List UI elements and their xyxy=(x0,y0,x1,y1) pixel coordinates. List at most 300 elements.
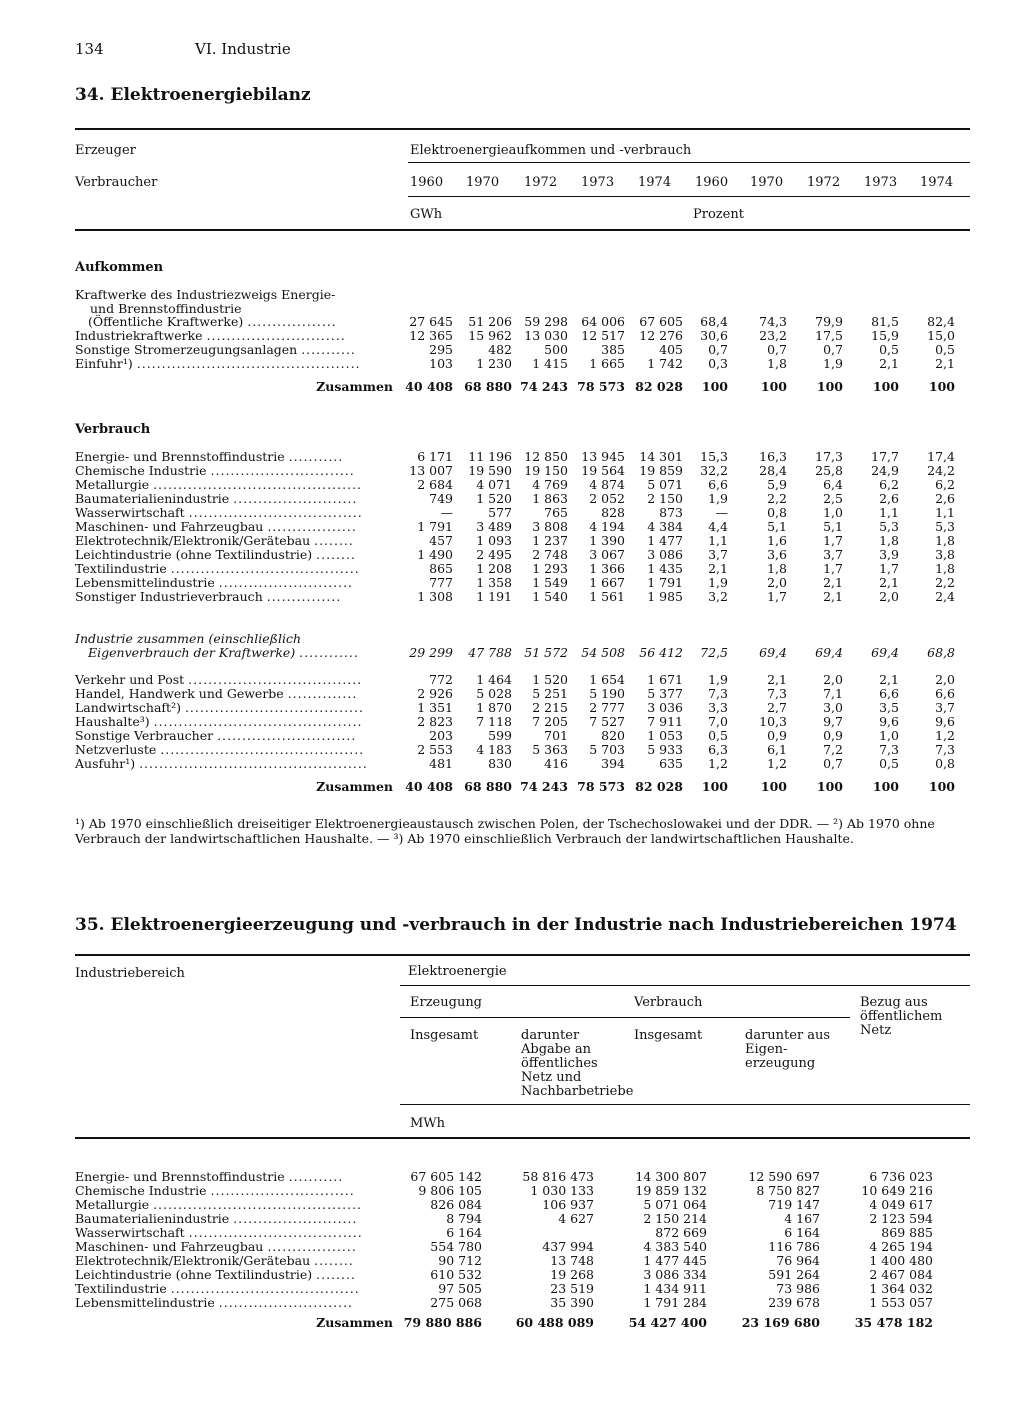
table-cell: 1 520 xyxy=(476,491,512,506)
leader-dots: ......................... xyxy=(233,1211,358,1226)
leader-dots: ............................................. xyxy=(136,356,361,371)
leader-dots: ........ xyxy=(314,533,354,548)
table-cell: 394 xyxy=(601,756,625,771)
leader-dots: ............................ xyxy=(217,728,357,743)
table-cell: 7,3 xyxy=(767,686,787,701)
row-label-text: Chemische Industrie xyxy=(75,463,211,478)
row-label-text: Industriekraftwerke xyxy=(75,328,207,343)
table-cell: 9,6 xyxy=(935,714,955,729)
table-cell: 4 049 617 xyxy=(869,1197,933,1212)
table-cell: 8 794 xyxy=(446,1211,482,1226)
section-aufkommen: Aufkommen xyxy=(75,260,164,275)
table-cell: 1,9 xyxy=(708,672,728,687)
table-cell: 0,7 xyxy=(767,342,787,357)
table-cell: 23 519 xyxy=(550,1281,594,1296)
footnote-line-2: Verbrauch der landwirtschaftlichen Haushalte. — ³) Ab 1970 einschließlich Verbrauch der landwirtschaftlichen Haushalte. xyxy=(75,831,854,846)
leader-dots: ................................... xyxy=(188,672,363,687)
header-verbraucher: Verbraucher xyxy=(75,175,158,190)
table-cell: 3,3 xyxy=(708,700,728,715)
table-cell: 2 823 xyxy=(417,714,453,729)
header-elektroenergie: Elektroenergie xyxy=(408,964,507,979)
row-label-text: Baumaterialienindustrie xyxy=(75,491,234,506)
row-label xyxy=(75,1184,355,1198)
row-label-text: Sonstige Stromerzeugungsanlagen xyxy=(75,342,302,357)
table-cell: 1 985 xyxy=(647,589,683,604)
table-cell: 1 358 xyxy=(476,575,512,590)
table-row xyxy=(0,1296,1024,1310)
table-cell: 1,7 xyxy=(767,589,787,604)
table-cell: 6 164 xyxy=(784,1225,820,1240)
table-cell: 1,1 xyxy=(708,533,728,548)
table-cell: 1 791 284 xyxy=(643,1295,707,1310)
table-row xyxy=(0,1212,1024,1226)
header-darunter2-1: darunter aus xyxy=(745,1028,831,1043)
table-cell: 1 237 xyxy=(532,533,568,548)
table-cell: 4 874 xyxy=(589,477,625,492)
table-cell: 1 366 xyxy=(589,561,625,576)
row-label-text: Sonstiger Industrieverbrauch xyxy=(75,589,267,604)
table-cell: 1 477 xyxy=(647,533,683,548)
table-cell: 2 495 xyxy=(476,547,512,562)
row-label-text: Sonstige Verbraucher xyxy=(75,728,218,743)
table-cell: 0,5 xyxy=(879,756,899,771)
table-cell: 12 365 xyxy=(409,328,453,343)
table-cell: 1 435 xyxy=(647,561,683,576)
table-cell: 2,0 xyxy=(935,672,955,687)
row-label xyxy=(75,357,361,371)
total-row xyxy=(0,380,1024,394)
table-cell: 2 748 xyxy=(532,547,568,562)
table-cell: 15,3 xyxy=(700,449,728,464)
table-cell: 2 150 214 xyxy=(643,1211,707,1226)
table-cell: 15,9 xyxy=(871,328,899,343)
table-cell: 97 505 xyxy=(438,1281,482,1296)
row-label xyxy=(75,1198,362,1212)
table-cell: 1,7 xyxy=(823,561,843,576)
industrie-zusammen-label-1: Industrie zusammen (einschließlich xyxy=(75,631,302,646)
row-label-text: Chemische Industrie xyxy=(75,1183,211,1198)
chapter-title: VI. Industrie xyxy=(195,40,291,58)
table-row xyxy=(0,492,1024,506)
table-cell: 1 561 xyxy=(589,589,625,604)
table-cell: 11 196 xyxy=(468,449,512,464)
table-cell: 3,2 xyxy=(708,589,728,604)
table-cell: 3,6 xyxy=(767,547,787,562)
header-darunter1-1: darunter xyxy=(521,1028,580,1043)
table-cell: 9,7 xyxy=(823,714,843,729)
table-cell: 2,4 xyxy=(935,589,955,604)
table-cell: 7 527 xyxy=(589,714,625,729)
table35-header-rule xyxy=(75,1137,970,1139)
table-cell: 1,7 xyxy=(879,561,899,576)
table-cell: 74 243 xyxy=(520,779,568,794)
header-erzeuger: Erzeuger xyxy=(75,143,136,158)
leader-dots: ........... xyxy=(301,342,356,357)
table34-title: 34. Elektroenergiebilanz xyxy=(75,85,311,105)
table-row xyxy=(0,673,1024,687)
table-cell: 5 190 xyxy=(589,686,625,701)
table-row xyxy=(0,590,1024,604)
header-insgesamt-2: Insgesamt xyxy=(634,1028,703,1043)
row-label-text: Wasserwirtschaft xyxy=(75,505,189,520)
table-cell: 1 520 xyxy=(532,672,568,687)
header-bezug-1: Bezug aus xyxy=(860,995,928,1010)
table-cell: 27 645 xyxy=(409,314,453,329)
table-cell: — xyxy=(440,505,453,520)
table-cell: 3,9 xyxy=(879,547,899,562)
page-number: 134 xyxy=(75,40,104,58)
kraftwerke-label-2: und Brennstoffindustrie xyxy=(90,301,242,316)
table-row xyxy=(0,329,1024,343)
table-row xyxy=(0,701,1024,715)
table-cell: 0,5 xyxy=(879,342,899,357)
year-header: 1970 xyxy=(750,175,784,190)
row-label-text: Lebensmittelindustrie xyxy=(75,575,219,590)
table-cell: 100 xyxy=(760,779,787,794)
table-cell: 0,5 xyxy=(708,728,728,743)
row-label-text: Netzverluste xyxy=(75,742,161,757)
table-cell: 12 590 697 xyxy=(748,1169,820,1184)
year-header: 1960 xyxy=(695,175,729,190)
table-cell: 68,4 xyxy=(700,314,728,329)
table-cell: 5 377 xyxy=(647,686,683,701)
table-cell: 1 490 xyxy=(417,547,453,562)
table-cell: 5 933 xyxy=(647,742,683,757)
table-cell: 100 xyxy=(872,379,899,394)
table-cell: 2,1 xyxy=(823,575,843,590)
table-cell: 100 xyxy=(816,379,843,394)
table-cell: 56 412 xyxy=(639,645,683,660)
table-cell: 239 678 xyxy=(768,1295,820,1310)
table-cell: 500 xyxy=(544,342,568,357)
table-cell: 4 167 xyxy=(784,1211,820,1226)
leader-dots: ............... xyxy=(266,589,342,604)
table-cell: 10 649 216 xyxy=(861,1183,933,1198)
header-darunter1-4: Netz und xyxy=(521,1070,582,1085)
table-cell: 13 007 xyxy=(409,463,453,478)
table-cell: 54 427 400 xyxy=(628,1315,707,1330)
leader-dots: .................. xyxy=(247,314,337,329)
row-label-text: Metallurgie xyxy=(75,1197,154,1212)
table-cell: 826 084 xyxy=(430,1197,482,1212)
table-cell: 1 415 xyxy=(532,356,568,371)
table-cell: 1,9 xyxy=(708,491,728,506)
table-cell: 1,1 xyxy=(879,505,899,520)
header-group-rule xyxy=(408,162,970,163)
leader-dots: ........ xyxy=(316,547,356,562)
table-cell: 100 xyxy=(928,379,955,394)
row-label xyxy=(75,520,357,534)
table-cell: 7,3 xyxy=(708,686,728,701)
table-cell: 3 036 xyxy=(647,700,683,715)
table-cell: 5 363 xyxy=(532,742,568,757)
table-cell: 2,2 xyxy=(935,575,955,590)
table-cell: 23 169 680 xyxy=(741,1315,820,1330)
year-header: 1970 xyxy=(466,175,500,190)
table-cell: 1 540 xyxy=(532,589,568,604)
table-cell: 2,6 xyxy=(879,491,899,506)
table-cell: 2,1 xyxy=(879,575,899,590)
table-cell: 1,7 xyxy=(823,533,843,548)
table-cell: 275 068 xyxy=(430,1295,482,1310)
table-cell: 19 859 xyxy=(639,463,683,478)
table-cell: 8 750 827 xyxy=(756,1183,820,1198)
table-cell: 2,0 xyxy=(767,575,787,590)
table-row xyxy=(0,450,1024,464)
table-cell: 67 605 142 xyxy=(410,1169,482,1184)
table-cell: 1,0 xyxy=(879,728,899,743)
table-cell: 6,3 xyxy=(708,742,728,757)
table-cell: 1 364 032 xyxy=(869,1281,933,1296)
row-label-text: Landwirtschaft²) xyxy=(75,700,185,715)
table-cell: 17,5 xyxy=(815,328,843,343)
table-cell: 6,2 xyxy=(935,477,955,492)
table-cell: 7,1 xyxy=(823,686,843,701)
table-cell: 1 667 xyxy=(589,575,625,590)
table-row xyxy=(0,1240,1024,1254)
year-header: 1973 xyxy=(581,175,615,190)
header-group: Elektroenergieaufkommen und -verbrauch xyxy=(410,143,692,158)
leader-dots: ........... xyxy=(288,449,344,464)
industrie-zusammen xyxy=(0,646,1024,660)
row-label-text: Lebensmittelindustrie xyxy=(75,1295,219,1310)
table-cell: 1 549 xyxy=(532,575,568,590)
table-cell: 872 669 xyxy=(655,1225,707,1240)
table-cell: 2 215 xyxy=(532,700,568,715)
table-cell: 1 390 xyxy=(589,533,625,548)
table-cell: 3,7 xyxy=(823,547,843,562)
table-cell: 74,3 xyxy=(759,314,787,329)
row-label-text: Energie- und Brennstoffindustrie xyxy=(75,1169,289,1184)
table-cell: 0,9 xyxy=(767,728,787,743)
row-label xyxy=(75,343,356,357)
header-darunter1-3: öffentliches xyxy=(521,1056,598,1071)
leader-dots: ........ xyxy=(316,1267,356,1282)
table-cell: 3,5 xyxy=(879,700,899,715)
table-cell: 78 573 xyxy=(577,379,625,394)
table-cell: 12 276 xyxy=(639,328,683,343)
section-verbrauch: Verbrauch xyxy=(75,422,151,437)
row-label xyxy=(75,1170,343,1184)
table-row xyxy=(0,1282,1024,1296)
table-cell: 1,2 xyxy=(935,728,955,743)
table-cell: 106 937 xyxy=(542,1197,594,1212)
table-cell: 40 408 xyxy=(405,779,453,794)
table-cell: 17,4 xyxy=(927,449,955,464)
table-cell: 47 788 xyxy=(468,645,512,660)
unit-mwh: MWh xyxy=(410,1116,446,1131)
table-cell: 3 067 xyxy=(589,547,625,562)
table-cell: 16,3 xyxy=(759,449,787,464)
header-verbrauch35: Verbrauch xyxy=(634,995,703,1010)
table-row xyxy=(0,743,1024,757)
table-cell: 405 xyxy=(659,342,683,357)
table-cell: 0,5 xyxy=(935,342,955,357)
table-cell: 1 665 xyxy=(589,356,625,371)
leader-dots: ......................... xyxy=(233,491,358,506)
table-row xyxy=(0,343,1024,357)
table-cell: 68,8 xyxy=(927,645,955,660)
header-bezug-2: öffentlichem xyxy=(860,1009,943,1024)
table-cell: 1 308 xyxy=(417,589,453,604)
table-cell: 17,3 xyxy=(815,449,843,464)
table-cell: 35 478 182 xyxy=(854,1315,933,1330)
table-cell: 0,7 xyxy=(823,756,843,771)
table-row xyxy=(0,520,1024,534)
table-cell: 19 590 xyxy=(468,463,512,478)
table-cell: 1 870 xyxy=(476,700,512,715)
table-cell: 2,1 xyxy=(823,589,843,604)
table-cell: 1,1 xyxy=(935,505,955,520)
table-cell: 2,1 xyxy=(879,356,899,371)
table-cell: 4,4 xyxy=(708,519,728,534)
row-label xyxy=(75,562,360,576)
table-cell: — xyxy=(715,505,728,520)
table-cell: 1 434 911 xyxy=(643,1281,707,1296)
header35-rule-3 xyxy=(400,1104,970,1105)
table-cell: 29 299 xyxy=(409,645,453,660)
kraftwerke-label-1: Kraftwerke des Industriezweigs Energie- xyxy=(75,287,336,302)
header-darunter1-5: Nachbarbetriebe xyxy=(521,1084,634,1099)
table-cell: 5,3 xyxy=(879,519,899,534)
table-cell: 481 xyxy=(429,756,453,771)
table-cell: 2,1 xyxy=(879,672,899,687)
table-cell: 32,2 xyxy=(700,463,728,478)
table-cell: 19 268 xyxy=(550,1267,594,1282)
row-label xyxy=(75,1212,358,1226)
table-cell: 5,3 xyxy=(935,519,955,534)
table-cell: 82 028 xyxy=(635,779,683,794)
table-cell: 6 171 xyxy=(417,449,453,464)
row-label-text: Textilindustrie xyxy=(75,1281,171,1296)
row-label xyxy=(75,1254,354,1268)
header35-rule-1 xyxy=(400,985,970,986)
row-label-text: Leichtindustrie (ohne Textilindustrie) xyxy=(75,1267,317,1282)
leader-dots: ...................................... xyxy=(170,561,360,576)
row-label xyxy=(75,1296,353,1310)
table-cell: 24,2 xyxy=(927,463,955,478)
row-label-text: Handel, Handwerk und Gewerbe xyxy=(75,686,288,701)
table-cell: 2,1 xyxy=(708,561,728,576)
table-cell: 1 030 133 xyxy=(530,1183,594,1198)
table-cell: 416 xyxy=(544,756,568,771)
table-cell: 17,7 xyxy=(871,449,899,464)
table-row xyxy=(0,576,1024,590)
table-cell: 1 791 xyxy=(417,519,453,534)
leader-dots: ............................. xyxy=(210,463,355,478)
leader-dots: ................................... xyxy=(188,1225,363,1240)
table-cell: 0,7 xyxy=(708,342,728,357)
table-cell: 2 684 xyxy=(417,477,453,492)
table-cell: 554 780 xyxy=(430,1239,482,1254)
table-cell: 1 791 xyxy=(647,575,683,590)
table-cell: 1,2 xyxy=(708,756,728,771)
table-cell: 4 265 194 xyxy=(869,1239,933,1254)
table-cell: 1 863 xyxy=(532,491,568,506)
table-cell: 82,4 xyxy=(927,314,955,329)
row-label xyxy=(75,1268,356,1282)
table-cell: 6,6 xyxy=(708,477,728,492)
table-cell: 13 030 xyxy=(524,328,568,343)
table-cell: 2 052 xyxy=(589,491,625,506)
header35-rule-2 xyxy=(400,1017,850,1018)
table-cell: 9 806 105 xyxy=(418,1183,482,1198)
row-label xyxy=(75,534,354,548)
table-cell: 12 517 xyxy=(581,328,625,343)
table-row xyxy=(0,1170,1024,1184)
leader-dots: .......................................... xyxy=(153,1197,362,1212)
table-cell: 67 605 xyxy=(639,314,683,329)
leader-dots: .......................................... xyxy=(153,714,363,729)
table-cell: 865 xyxy=(429,561,453,576)
table-cell: 2,1 xyxy=(935,356,955,371)
table-cell: 40 408 xyxy=(405,379,453,394)
leader-dots: ........... xyxy=(288,1169,344,1184)
table-row xyxy=(0,506,1024,520)
table-row xyxy=(0,357,1024,371)
table-cell: 4 071 xyxy=(476,477,512,492)
table-cell: 2 777 xyxy=(589,700,625,715)
row-label-text: Wasserwirtschaft xyxy=(75,1225,189,1240)
row-label xyxy=(75,506,363,520)
table-cell: 79,9 xyxy=(815,314,843,329)
row-label-text: Maschinen- und Fahrzeugbau xyxy=(75,1239,268,1254)
table-cell: 4 183 xyxy=(476,742,512,757)
table-cell: 81,5 xyxy=(871,314,899,329)
table-cell: 74 243 xyxy=(520,379,568,394)
table-cell: 103 xyxy=(429,356,453,371)
table-cell: 90 712 xyxy=(438,1253,482,1268)
table-cell: 5 071 064 xyxy=(643,1197,707,1212)
table-cell: 777 xyxy=(429,575,453,590)
row-label xyxy=(75,329,346,343)
row-label xyxy=(75,464,355,478)
table34-header-rule xyxy=(75,229,970,231)
table-cell: 820 xyxy=(601,728,625,743)
row-label-text: Elektrotechnik/Elektronik/Gerätebau xyxy=(75,533,315,548)
table-row xyxy=(0,729,1024,743)
table-cell: 830 xyxy=(488,756,512,771)
table-cell: 5,9 xyxy=(767,477,787,492)
table-cell: 68 880 xyxy=(464,379,512,394)
table-cell: 765 xyxy=(544,505,568,520)
table-cell: 5 251 xyxy=(532,686,568,701)
table-cell: 1,8 xyxy=(767,561,787,576)
table-cell: 6,6 xyxy=(879,686,899,701)
table-cell: 73 986 xyxy=(776,1281,820,1296)
table-cell: 13 748 xyxy=(550,1253,594,1268)
table-cell: 100 xyxy=(701,779,728,794)
table-cell: 1 230 xyxy=(476,356,512,371)
table-cell: 7 205 xyxy=(532,714,568,729)
table-cell: 1 191 xyxy=(476,589,512,604)
leader-dots: ......................................... xyxy=(160,742,365,757)
total-label: Zusammen xyxy=(316,1315,393,1330)
table-cell: 2,5 xyxy=(823,491,843,506)
header-darunter1-2: Abgabe an xyxy=(521,1042,592,1057)
table-cell: 385 xyxy=(601,342,625,357)
table-cell: 78 573 xyxy=(577,779,625,794)
header-bezug-3: Netz xyxy=(860,1023,892,1038)
table34-top-rule xyxy=(75,128,970,130)
table-cell: 635 xyxy=(659,756,683,771)
table-cell: 14 301 xyxy=(639,449,683,464)
table-cell: 100 xyxy=(701,379,728,394)
table-cell: 3,7 xyxy=(935,700,955,715)
table-row xyxy=(0,1268,1024,1282)
table-cell: 610 532 xyxy=(430,1267,482,1282)
table-cell: 23,2 xyxy=(759,328,787,343)
